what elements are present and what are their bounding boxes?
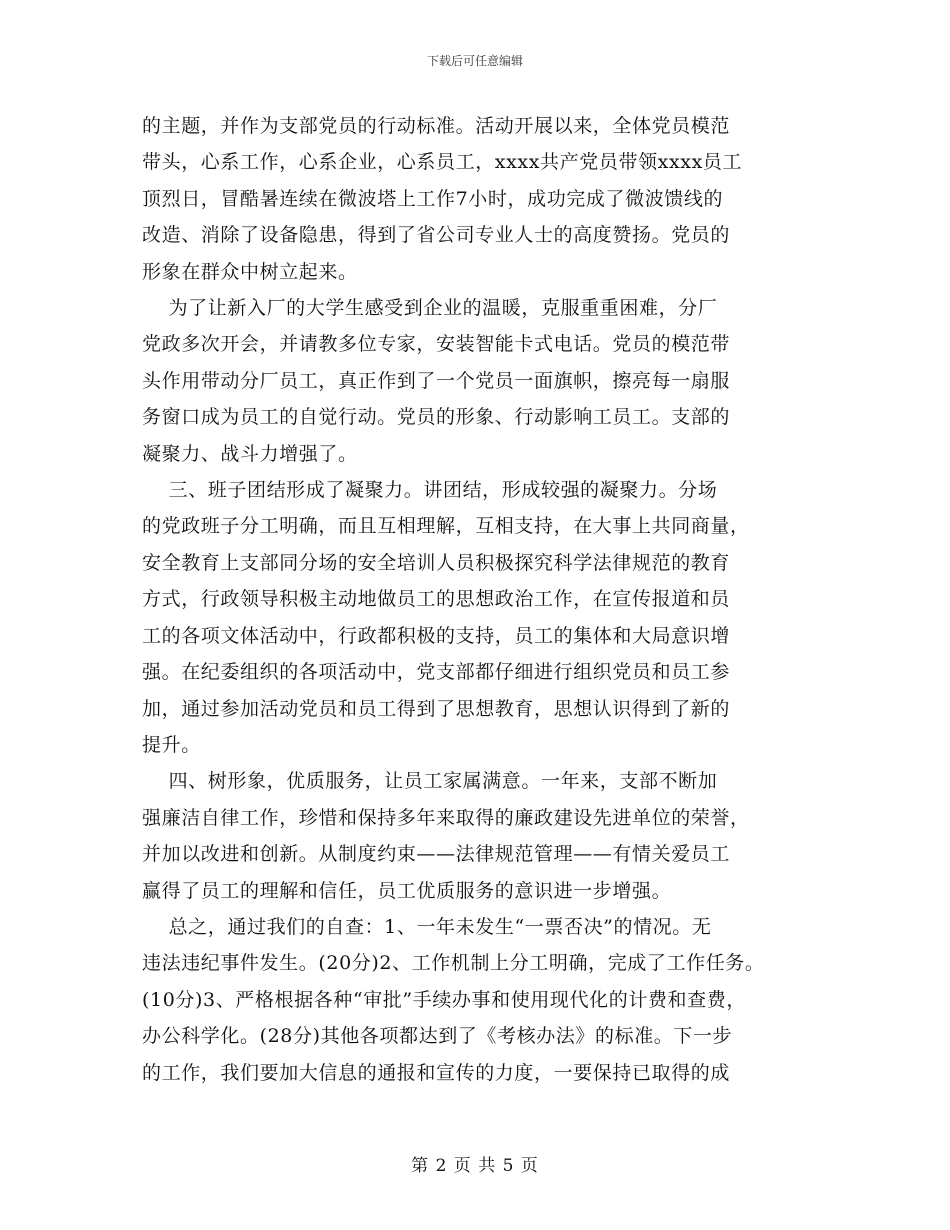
text-line: 形象在群众中树立起来。 [142,260,358,283]
text-line: 违法违纪事件发生。(20分)2、工作机制上分工明确，完成了工作任务。 [142,952,765,975]
document-body [142,108,812,1091]
page-number-footer: 第 2 页 共 5 页 [411,1156,539,1176]
text-line: 党政多次开会，并请教多位专家，安装智能卡式电话。党员的模范带 [142,333,731,356]
text-line: 改造、消除了设备隐患，得到了省公司专业人士的高度赞扬。党员的 [142,224,731,247]
text-line: 方式，行政领导积极主动地做员工的思想政治工作，在宣传报道和员 [142,588,731,611]
text-line: 带头，心系工作，心系企业，心系员工，xxxx共产党员带领xxxx员工 [142,151,743,174]
text-line: 加，通过参加活动党员和员工得到了思想教育，思想认识得到了新的 [142,697,731,720]
text-line: (10分)3、严格根据各种“审批”手续办事和使用现代化的计费和查费， [142,988,746,1011]
text-line: 强廉洁自律工作，珍惜和保持多年来取得的廉政建设先进单位的荣誉， [142,806,750,829]
text-line: 工的各项文体活动中，行政都积极的支持，员工的集体和大局意识增 [142,624,731,647]
text-line: 的工作，我们要加大信息的通报和宣传的力度，一要保持已取得的成 [142,1061,731,1084]
text-line: 安全教育上支部同分场的安全培训人员积极探究科学法律规范的教育 [142,551,731,574]
text-line: 的主题，并作为支部党员的行动标准。活动开展以来，全体党员模范 [142,115,731,137]
text-line: 为了让新入厂的大学生感受到企业的温暖，克服重重困难，分厂 [142,297,718,320]
text-line: 强。在纪委组织的各项活动中，党支部都仔细进行组织党员和员工参 [142,661,731,684]
text-line: 务窗口成为员工的自觉行动。党员的形象、行动影响工员工。支部的 [142,406,731,429]
text-line: 的党政班子分工明确，而且互相理解，互相支持，在大事上共同商量， [142,515,750,538]
text-line: 顶烈日，冒酷暑连续在微波塔上工作7小时，成功完成了微波馈线的 [142,187,724,210]
text-line: 三、班子团结形成了凝聚力。讲团结，形成较强的凝聚力。分场 [142,479,718,502]
text-line: 总之，通过我们的自查：1、一年未发生“一票否决”的情况。无 [142,915,712,938]
text-line: 凝聚力、战斗力增强了。 [142,442,358,465]
text-line: 办公科学化。(28分)其他各项都达到了《考核办法》的标准。下一步 [142,1025,733,1048]
text-line: 头作用带动分厂员工，真正作到了一个党员一面旗帜，擦亮每一扇服 [142,369,731,392]
header-note: 下载后可任意编辑 [426,54,523,68]
text-line: 并加以改进和创新。从制度约束——法律规范管理——有情关爱员工 [142,843,731,866]
text-line: 赢得了员工的理解和信任，员工优质服务的意识进一步增强。 [142,879,672,902]
text-line: 提升。 [142,733,201,756]
text-line: 四、树形象，优质服务，让员工家属满意。一年来，支部不断加 [142,770,718,793]
